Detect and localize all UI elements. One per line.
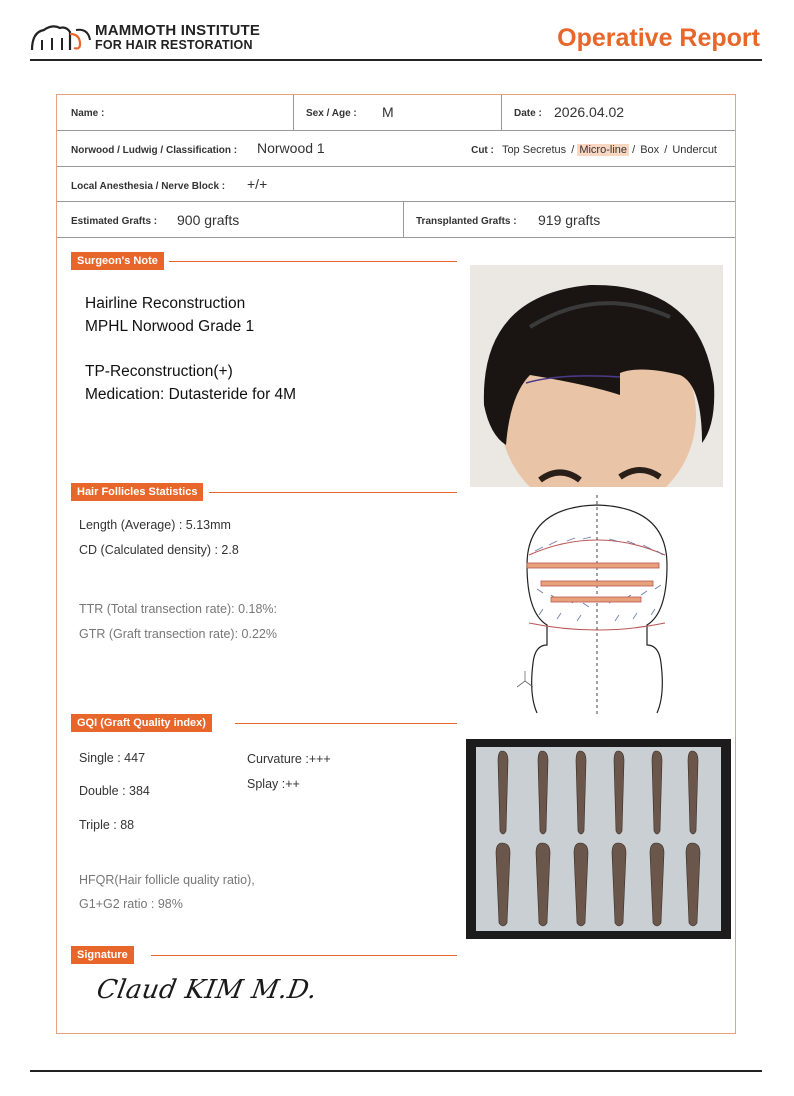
cut-option-box: Box (640, 144, 660, 156)
transplanted-value: 919 grafts (538, 212, 601, 228)
estimated-cell (57, 202, 403, 237)
footer-rule (30, 1070, 762, 1072)
date-cell (501, 95, 735, 130)
section-divider (151, 955, 457, 956)
scalp-diagram (517, 495, 677, 715)
anesthesia-value: +/+ (247, 176, 268, 192)
row-anesthesia (57, 167, 735, 202)
gqi-curvature: Curvature :+++ (247, 752, 331, 766)
estimated-label: Estimated Grafts : (71, 216, 158, 227)
section-divider (235, 723, 457, 724)
note-line-1: Hairline Reconstruction (85, 295, 246, 312)
note-line-3: TP-Reconstruction(+) (85, 363, 233, 380)
row-grafts (57, 202, 735, 238)
section-divider (169, 261, 457, 262)
transplanted-label: Transplanted Grafts : (416, 216, 517, 227)
gqi-hfqr-line-1: HFQR(Hair follicle quality ratio), (79, 873, 255, 887)
mammoth-logo-icon (30, 22, 92, 52)
stat-gtr: GTR (Graft transection rate): 0.22% (79, 627, 277, 641)
note-line-4: Medication: Dutasteride for 4M (85, 386, 297, 403)
anesthesia-label: Local Anesthesia / Nerve Block : (71, 181, 226, 192)
surgeon-note-title: Surgeon's Note (71, 252, 164, 270)
surgeon-signature: Claud KIM M.D. (94, 975, 320, 1005)
cut-separator: / (664, 144, 668, 156)
name-cell (57, 95, 293, 130)
transplanted-cell (403, 202, 735, 237)
surgeon-note-header (71, 252, 457, 270)
sex-age-value: M (382, 104, 394, 120)
logo-line-1: MAMMOTH INSTITUTE (95, 22, 261, 39)
note-line-2: MPHL Norwood Grade 1 (85, 318, 255, 335)
cut-option-top-secretus: Top Secretus (501, 144, 567, 156)
cut-option-undercut: Undercut (672, 144, 717, 156)
gqi-hfqr-line-2: G1+G2 ratio : 98% (79, 897, 183, 911)
gqi-title: GQI (Graft Quality index) (71, 714, 212, 732)
cut-separator: / (571, 144, 575, 156)
section-divider (209, 492, 457, 493)
report-form (56, 94, 736, 1034)
sex-age-cell (293, 95, 501, 130)
cut-label: Cut : (471, 145, 494, 156)
classification-label: Norwood / Ludwig / Classification : (71, 145, 238, 156)
gqi-double: Double : 384 (79, 784, 150, 798)
follicle-stats-title: Hair Follicles Statistics (71, 483, 203, 501)
logo-line-2: FOR HAIR RESTORATION (95, 38, 253, 52)
header-rule (30, 59, 762, 61)
classification-value: Norwood 1 (257, 140, 325, 156)
date-value: 2026.04.02 (554, 104, 625, 120)
row-classification (57, 131, 735, 167)
gqi-single: Single : 447 (79, 751, 146, 765)
graft-photo (466, 739, 731, 939)
estimated-value: 900 grafts (177, 212, 240, 228)
cut-option-micro-line: Micro-line (579, 144, 628, 156)
stat-cd: CD (Calculated density) : 2.8 (79, 543, 239, 557)
signature-header (71, 946, 457, 964)
row-identity (57, 95, 735, 131)
gqi-splay: Splay :++ (247, 777, 300, 791)
head-photo (470, 265, 723, 487)
cut-separator: / (632, 144, 636, 156)
name-label: Name : (71, 108, 105, 119)
institute-logo (30, 20, 280, 56)
date-label: Date : (514, 108, 542, 119)
sex-age-label: Sex / Age : (306, 108, 357, 119)
stat-ttr: TTR (Total transection rate): 0.18%: (79, 602, 277, 616)
follicle-stats-header (71, 483, 457, 501)
signature-title: Signature (71, 946, 134, 964)
gqi-header (71, 714, 457, 732)
gqi-triple: Triple : 88 (79, 818, 135, 832)
cut-options (471, 144, 719, 156)
stat-length: Length (Average) : 5.13mm (79, 518, 231, 532)
report-title: Operative Report (557, 24, 760, 52)
